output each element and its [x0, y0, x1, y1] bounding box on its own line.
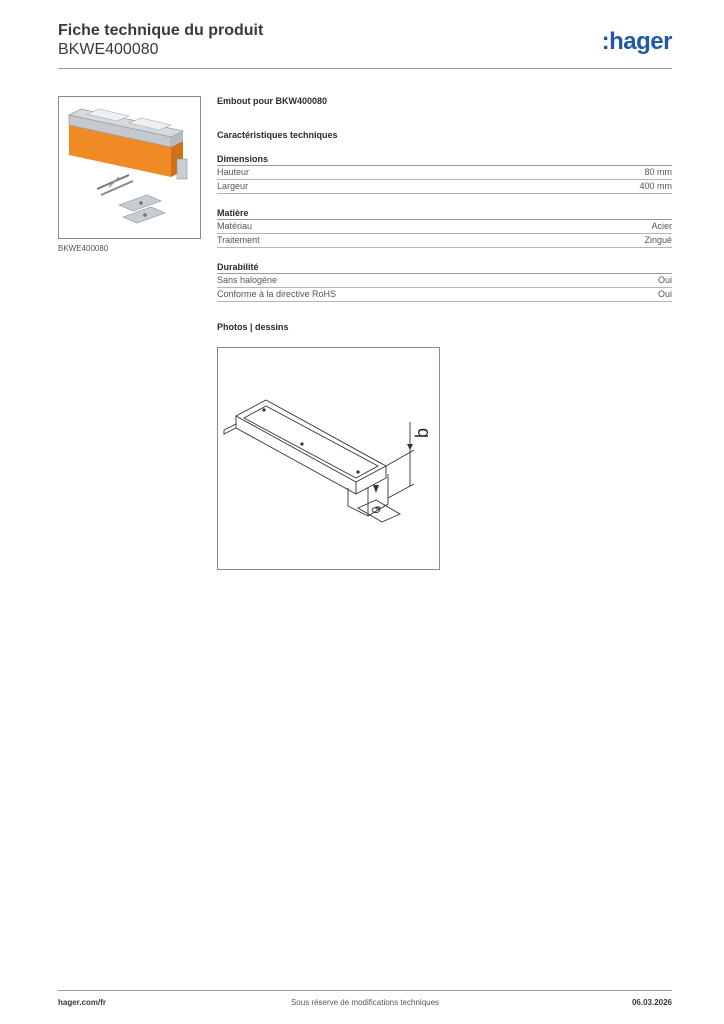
group-title: Dimensions — [217, 154, 672, 166]
dimension-label: b — [412, 427, 432, 438]
spec-label: Sans halogène — [217, 275, 278, 285]
group-title: Durabilité — [217, 262, 672, 274]
product-description: Embout pour BKW400080 — [217, 96, 328, 106]
footer-divider — [58, 990, 672, 991]
product-code: BKWE400080 — [58, 41, 159, 58]
spec-value: Zingué — [644, 235, 672, 245]
group-material — [217, 208, 672, 248]
document-title: Fiche technique du produit — [58, 22, 264, 39]
product-image-caption: BKWE400080 — [58, 244, 109, 253]
hager-logo: :hager — [601, 28, 672, 55]
header-divider — [58, 68, 672, 69]
footer-date: 06.03.2026 — [631, 998, 672, 1007]
spec-label: Largeur — [217, 181, 249, 191]
group-title: Matière — [217, 208, 672, 220]
spec-value: 80 mm — [644, 167, 672, 177]
spec-row — [217, 274, 672, 288]
tech-heading: Caractéristiques techniques — [217, 130, 338, 140]
spec-value: Acier — [651, 221, 672, 231]
photos-heading: Photos | dessins — [217, 322, 289, 332]
spec-row — [217, 166, 672, 180]
spec-label: Conforme à la directive RoHS — [217, 289, 337, 299]
group-dimensions — [217, 154, 672, 194]
spec-row — [217, 180, 672, 194]
product-content — [217, 96, 672, 332]
footer-website-link[interactable]: hager.com/fr — [58, 998, 107, 1007]
spec-row — [217, 220, 672, 234]
footer-disclaimer: Sous réserve de modifications techniques — [290, 998, 440, 1007]
group-durability — [217, 262, 672, 302]
spec-value: 400 mm — [639, 181, 672, 191]
spec-value: Oui — [657, 289, 672, 299]
technical-drawing — [217, 347, 440, 570]
spec-label: Matériau — [217, 221, 253, 231]
product-photo-icon — [59, 97, 200, 238]
line-drawing-icon — [218, 348, 439, 569]
page-header — [58, 22, 672, 59]
spec-label: Hauteur — [217, 167, 250, 177]
spec-row — [217, 288, 672, 302]
spec-label: Traitement — [217, 235, 260, 245]
spec-row — [217, 234, 672, 248]
product-image — [58, 96, 201, 239]
spec-value: Oui — [657, 275, 672, 285]
